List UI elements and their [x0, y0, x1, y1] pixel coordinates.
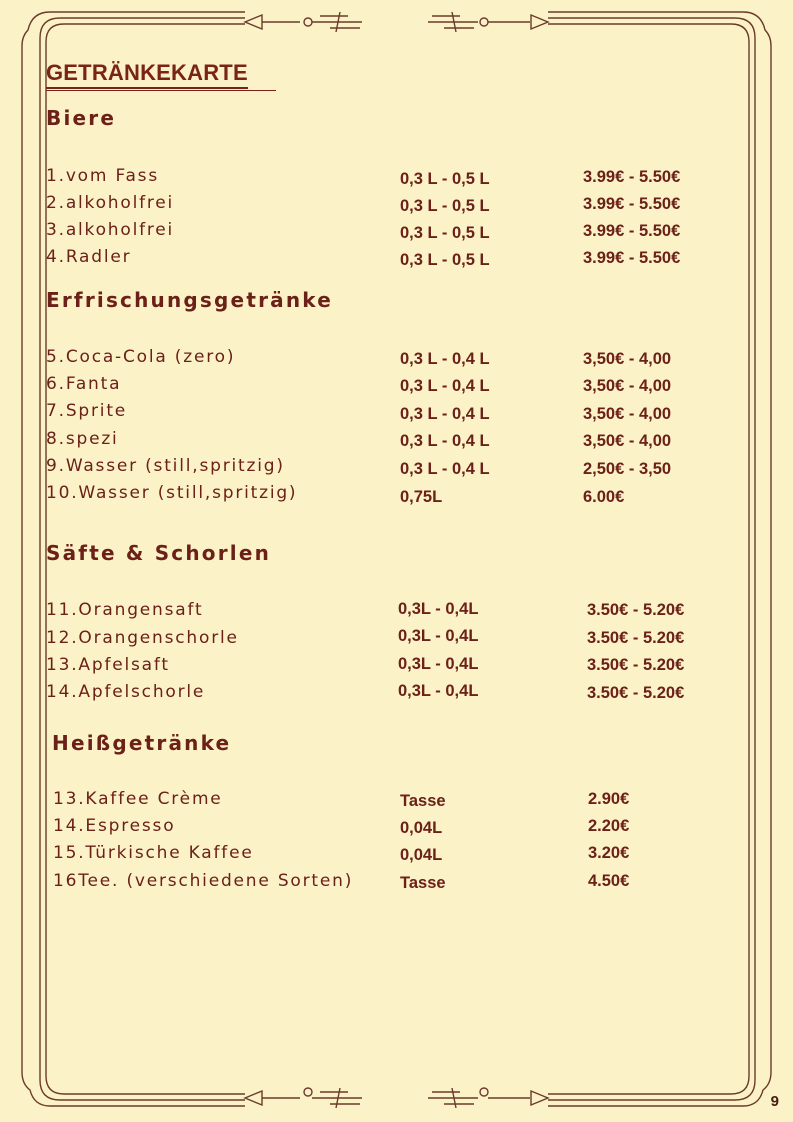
item-size: 0,3 L - 0,5 L [400, 224, 490, 242]
section-heading-erfrischungsgetraenke: Erfrischungsgetränke [46, 288, 334, 312]
item-price: 3.50€ - 5.20€ [587, 601, 685, 619]
item-size: 0,3 L - 0,5 L [400, 170, 490, 188]
item-name: 10.Wasser (still,spritzig) [46, 483, 298, 503]
title-underline [46, 90, 276, 91]
item-price: 3,50€ - 4,00 [583, 432, 672, 450]
item-name: 2.alkoholfrei [46, 193, 175, 213]
item-size: 0,3 L - 0,4 L [400, 432, 490, 450]
item-size: 0,3 L - 0,4 L [400, 405, 490, 423]
item-size: 0,04L [400, 819, 443, 837]
item-size: 0,3 L - 0,4 L [400, 377, 490, 395]
item-price: 2.90€ [588, 790, 630, 808]
item-price: 4.50€ [588, 872, 630, 890]
item-price: 3.20€ [588, 844, 630, 862]
item-size: 0,3L - 0,4L [398, 627, 479, 645]
item-size: 0,3 L - 0,5 L [400, 251, 490, 269]
item-name: 3.alkoholfrei [46, 220, 175, 240]
item-name: 6.Fanta [46, 374, 122, 394]
item-name: 13.Kaffee Crème [53, 789, 223, 809]
item-size: Tasse [400, 792, 446, 810]
item-price: 3.50€ - 5.20€ [587, 656, 685, 674]
item-price: 2.20€ [588, 817, 630, 835]
item-name: 14.Espresso [53, 816, 176, 836]
item-name: 12.Orangenschorle [46, 628, 239, 648]
item-price: 3.99€ - 5.50€ [583, 222, 681, 240]
item-size: 0,3L - 0,4L [398, 655, 479, 673]
item-size: 0,3 L - 0,4 L [400, 350, 490, 368]
item-size: Tasse [400, 874, 446, 892]
item-name: 16Tee. (verschiedene Sorten) [53, 871, 354, 891]
item-size: 0,3 L - 0,5 L [400, 197, 490, 215]
item-price: 6.00€ [583, 488, 625, 506]
item-name: 15.Türkische Kaffee [53, 843, 254, 863]
page-title: GETRÄNKEKARTE [46, 60, 248, 89]
item-name: 7.Sprite [46, 401, 128, 421]
item-size: 0,3 L - 0,4 L [400, 460, 490, 478]
item-size: 0,04L [400, 846, 443, 864]
item-price: 2,50€ - 3,50 [583, 460, 672, 478]
section-heading-biere: Biere [46, 106, 117, 130]
item-size: 0,75L [400, 488, 443, 506]
page-number: 9 [770, 1093, 779, 1110]
item-price: 3,50€ - 4,00 [583, 350, 672, 368]
item-name: 5.Coca-Cola (zero) [46, 347, 236, 367]
item-price: 3,50€ - 4,00 [583, 405, 672, 423]
item-size: 0,3L - 0,4L [398, 682, 479, 700]
item-price: 3,50€ - 4,00 [583, 377, 672, 395]
section-heading-heissgetraenke: Heißgetränke [52, 731, 232, 755]
item-name: 4.Radler [46, 247, 132, 267]
item-price: 3.99€ - 5.50€ [583, 249, 681, 267]
item-name: 13.Apfelsaft [46, 655, 170, 675]
item-name: 11.Orangensaft [46, 600, 204, 620]
item-price: 3.50€ - 5.20€ [587, 629, 685, 647]
item-price: 3.99€ - 5.50€ [583, 195, 681, 213]
item-name: 9.Wasser (still,spritzig) [46, 456, 285, 476]
section-heading-saefte-schorlen: Säfte & Schorlen [46, 541, 272, 565]
item-price: 3.50€ - 5.20€ [587, 684, 685, 702]
item-name: 14.Apfelschorle [46, 682, 206, 702]
item-name: 1.vom Fass [46, 166, 159, 186]
item-name: 8.spezi [46, 429, 119, 449]
item-price: 3.99€ - 5.50€ [583, 168, 681, 186]
item-size: 0,3L - 0,4L [398, 600, 479, 618]
